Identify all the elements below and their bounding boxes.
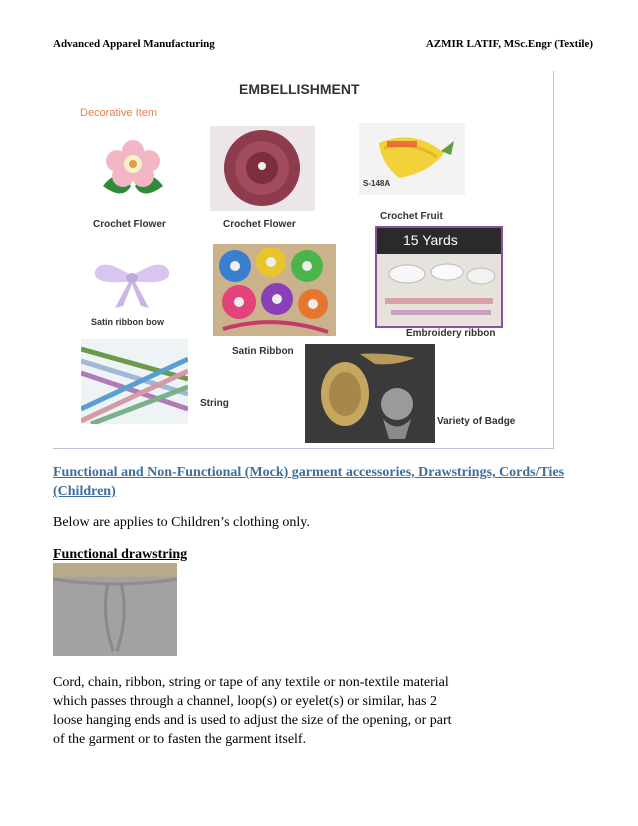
caption-crochet-fruit: Crochet Fruit xyxy=(380,211,443,222)
definition-line-4: of the garment or to fasten the garment itself. xyxy=(53,732,307,747)
caption-embroidery-ribbon: Embroidery ribbon xyxy=(406,328,496,339)
header-left: Advanced Apparel Manufacturing xyxy=(53,38,215,50)
decorative-item-label: Decorative Item xyxy=(80,107,158,119)
figure-title: EMBELLISHMENT xyxy=(239,81,360,97)
definition-line-2: which passes through a channel, loop(s) or eyelet(s) or similar, has 2 xyxy=(53,694,437,709)
caption-crochet-flower-2: Crochet Flower xyxy=(223,219,296,230)
caption-satin-ribbon: Satin Ribbon xyxy=(232,346,294,357)
section-title: Functional and Non-Functional (Mock) garment accessories, Drawstrings, Cords/Ties (Children) xyxy=(53,465,565,499)
satin-ribbon-photo xyxy=(213,244,336,336)
crochet-fruit-photo xyxy=(359,123,465,195)
crochet-flower-photo-2 xyxy=(210,126,315,211)
functional-drawstring-heading: Functional drawstring xyxy=(53,547,188,562)
caption-crochet-flower-1: Crochet Flower xyxy=(93,219,166,230)
caption-satin-ribbon-bow: Satin ribbon bow xyxy=(91,317,164,327)
intro-text: Below are applies to Children’s clothing only. xyxy=(53,515,310,530)
definition-line-3: loose hanging ends and is used to adjust the size of the opening, or part xyxy=(53,713,452,728)
header-right: AZMIR LATIF, MSc.Engr (Textile) xyxy=(425,38,593,50)
caption-string: String xyxy=(200,398,229,409)
ribbon-yards-label: 15 Yards xyxy=(403,232,458,248)
satin-ribbon-bow-photo xyxy=(87,256,177,311)
caption-variety-of-badge: Variety of Badge xyxy=(437,416,516,427)
string-photo xyxy=(81,339,188,424)
embellishment-figure xyxy=(53,71,554,449)
fruit-code-label: S-148A xyxy=(363,179,391,188)
definition-line-1: Cord, chain, ribbon, string or tape of any textile or non-textile material xyxy=(53,675,449,690)
drawstring-photo xyxy=(53,563,177,656)
crochet-flower-photo-1 xyxy=(93,131,173,206)
embroidery-ribbon-photo xyxy=(375,226,503,328)
badge-photo xyxy=(305,344,435,443)
